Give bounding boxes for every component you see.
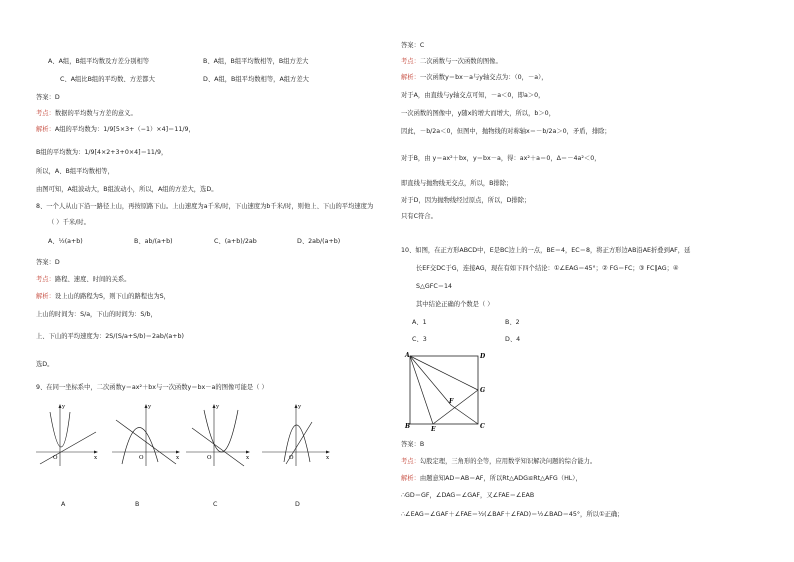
jiexi-line-1: 一次函数y＝bx－a与y轴交点为：（0，－a）， bbox=[419, 74, 548, 81]
q10-jiexi bbox=[401, 475, 582, 482]
y-label: y bbox=[148, 404, 152, 410]
q10-option-c: C、3 bbox=[412, 336, 427, 343]
kaodian-label: 考点： bbox=[36, 110, 55, 117]
q7-jiexi-line-2: B组的平均数为：1/9[4×2+3+0×4]＝11/9， bbox=[36, 149, 168, 156]
q10-stem-line-3: S△GFC＝14 bbox=[416, 283, 453, 290]
segment-af bbox=[410, 356, 451, 405]
label-d: D bbox=[480, 353, 486, 360]
q8-jiexi bbox=[36, 293, 170, 300]
q9-graph-a bbox=[36, 402, 100, 470]
y-label: y bbox=[216, 404, 220, 410]
q9-graph-d bbox=[262, 402, 332, 470]
parabola bbox=[204, 410, 238, 452]
q8-stem-line-2: （ ）千米/时。 bbox=[48, 219, 90, 226]
q9-graph-b-label: B bbox=[135, 501, 140, 508]
q7-option-a: A、A组，B组平均数及方差分别相等 bbox=[48, 58, 150, 65]
q9-jiexi-line-8: 只有C符合。 bbox=[401, 213, 437, 220]
line bbox=[40, 432, 96, 464]
q7-option-c: C、A组比B组的平均数、方差都大 bbox=[60, 76, 155, 83]
label-a: A bbox=[405, 352, 410, 359]
q10-answer: 答案：B bbox=[401, 441, 425, 448]
segment-ae bbox=[410, 356, 433, 424]
q9-graph-c bbox=[186, 402, 252, 470]
kaodian-label: 考点： bbox=[36, 276, 55, 283]
q9-graph-c-label: C bbox=[213, 501, 218, 508]
q9-jiexi-line-2: 对于A，由直线与y轴交点可知，－a＜0，即a＞0， bbox=[401, 92, 545, 99]
line bbox=[192, 428, 244, 466]
kaodian-text: 二次函数与一次函数的图像。 bbox=[419, 58, 502, 65]
q9-jiexi bbox=[401, 74, 548, 81]
q9-graph-a-label: A bbox=[61, 501, 66, 508]
q10-stem-line-2: 长EF交DC于G，连接AG，现在有如下四个结论：①∠EAG＝45°；② FG＝FC；③ FC∥AG；④ bbox=[416, 265, 679, 272]
q10-option-b: B、2 bbox=[505, 319, 520, 326]
q7-option-d: D、A组，B组平均数相等，A组方差大 bbox=[203, 76, 309, 83]
jiexi-label: 解析： bbox=[36, 293, 55, 300]
q10-option-a: A、1 bbox=[412, 319, 427, 326]
q8-option-b: B、ab/(a+b) bbox=[134, 238, 173, 245]
label-g: G bbox=[480, 387, 486, 394]
q9-jiexi-line-7: 对于D，因为抛物线经过原点，所以，D排除； bbox=[401, 197, 531, 204]
x-label: x bbox=[326, 455, 330, 461]
x-label: x bbox=[246, 455, 250, 461]
q10-kaodian bbox=[401, 458, 596, 465]
q8-jiexi-line-4: 选D。 bbox=[36, 361, 54, 368]
q8-stem-line-1: 8、一个人从山下沿一路径上山，再按原路下山。上山速度为a千米/时，下山速度为b千米/时，则他上、下山的平均速度为 bbox=[36, 203, 374, 210]
q10-jiexi-line-2: ∴GD＝GF，∠DAG＝∠GAF，又∠FAE＝∠EAB bbox=[401, 492, 535, 499]
label-c: C bbox=[480, 423, 485, 430]
jiexi-label: 解析： bbox=[401, 475, 420, 482]
q8-option-d: D、2ab/(a+b) bbox=[297, 238, 341, 245]
q8-jiexi-line-2: 上山的时间为：S/a，下山的时间为：S/b， bbox=[36, 311, 157, 318]
q7-answer: 答案：D bbox=[36, 94, 60, 101]
jiexi-label: 解析： bbox=[401, 74, 420, 81]
kaodian-text: 数据的平均数与方差的意义。 bbox=[54, 110, 137, 117]
q7-jiexi bbox=[36, 126, 195, 133]
q10-jiexi-line-3: ∴∠EAG＝∠GAF＋∠FAE＝½(∠BAF＋∠FAD)＝½∠BAD＝45°，所以①正确； bbox=[401, 511, 624, 518]
q7-jiexi-line-4: 由图可知，A组波动大，B组波动小，所以，A组的方差大，选D。 bbox=[36, 186, 218, 193]
parabola bbox=[284, 425, 310, 462]
origin-label: O bbox=[289, 455, 294, 461]
x-label: x bbox=[94, 455, 98, 461]
origin-label: O bbox=[139, 455, 144, 461]
q7-jiexi-line-3: 所以，A、B组平均数相等， bbox=[36, 168, 114, 175]
kaodian-label: 考点： bbox=[401, 58, 420, 65]
q10-option-d: D、4 bbox=[505, 336, 521, 343]
q8-jiexi-line-3: 上、下山的平均速度为：2S/(S/a+S/b)＝2ab/(a+b) bbox=[36, 333, 184, 340]
y-label: y bbox=[62, 404, 66, 410]
jiexi-label: 解析： bbox=[36, 126, 55, 133]
q9-kaodian bbox=[401, 58, 502, 65]
kaodian-text: 路程、速度、时间的关系。 bbox=[54, 276, 131, 283]
jiexi-line-1: 由题意知AD＝AB＝AF，所以Rt△ADG≌Rt△AFG（HL）， bbox=[419, 475, 582, 482]
q8-option-a: A、½(a+b) bbox=[48, 238, 83, 245]
label-f: F bbox=[449, 398, 454, 405]
q10-square-figure bbox=[404, 350, 492, 432]
q9-jiexi-line-4: 因此，－b/2a＜0，但图中，抛物线的对称轴x＝－b/2a＞0，矛盾，排除； bbox=[401, 128, 611, 135]
q9-stem: 9、在同一坐标系中，二次函数y＝ax²＋bx与一次函数y＝bx－a的图像可能是（ ） bbox=[36, 384, 268, 391]
q8-kaodian bbox=[36, 276, 130, 283]
q9-graph-b bbox=[112, 402, 182, 470]
x-label: x bbox=[176, 455, 180, 461]
q10-stem-line-1: 10、如图，在正方形ABCD中，E是BC边上的一点，BE＝4，EC＝8，将正方形边AB沿AE折叠到AF，延 bbox=[401, 247, 691, 254]
label-b: B bbox=[405, 423, 411, 430]
origin-label: O bbox=[207, 455, 212, 461]
segment-ag bbox=[410, 356, 478, 390]
q9-jiexi-line-3: 一次函数的图像中，y随x的增大而增大，所以，b＞0， bbox=[401, 110, 555, 117]
jiexi-line-1: 设上山的路程为S，则下山的路程也为S， bbox=[54, 293, 170, 300]
square-abcd bbox=[410, 356, 478, 424]
q9-graph-d-label: D bbox=[295, 501, 300, 508]
q10-stem-line-4: 其中结论正确的个数是（ ） bbox=[416, 301, 494, 308]
q9-answer: 答案：C bbox=[401, 42, 425, 49]
kaodian-text: 勾股定理，三角形的全等，应用数学知识解决问题的综合能力。 bbox=[419, 458, 597, 465]
q9-jiexi-line-5: 对于B，由 y＝ax²＋bx，y＝bx－a，得：ax²＋a＝0，Δ＝－4a²＜0， bbox=[401, 155, 601, 162]
q8-answer: 答案：D bbox=[36, 259, 60, 266]
label-e: E bbox=[431, 426, 436, 433]
segment-fc bbox=[451, 405, 478, 424]
y-label: y bbox=[298, 404, 302, 410]
jiexi-line-1: A组的平均数为：1/9[5×3+（−1）×4]＝11/9， bbox=[54, 126, 195, 133]
q8-option-c: C、(a+b)/2ab bbox=[214, 238, 257, 245]
q7-option-b: B、A组，B组平均数相等，B组方差大 bbox=[203, 58, 309, 65]
origin-label: O bbox=[53, 455, 58, 461]
q9-jiexi-line-6: 即直线与抛物线无交点，所以，B排除； bbox=[401, 180, 513, 187]
kaodian-label: 考点： bbox=[401, 458, 420, 465]
q7-kaodian bbox=[36, 110, 137, 117]
